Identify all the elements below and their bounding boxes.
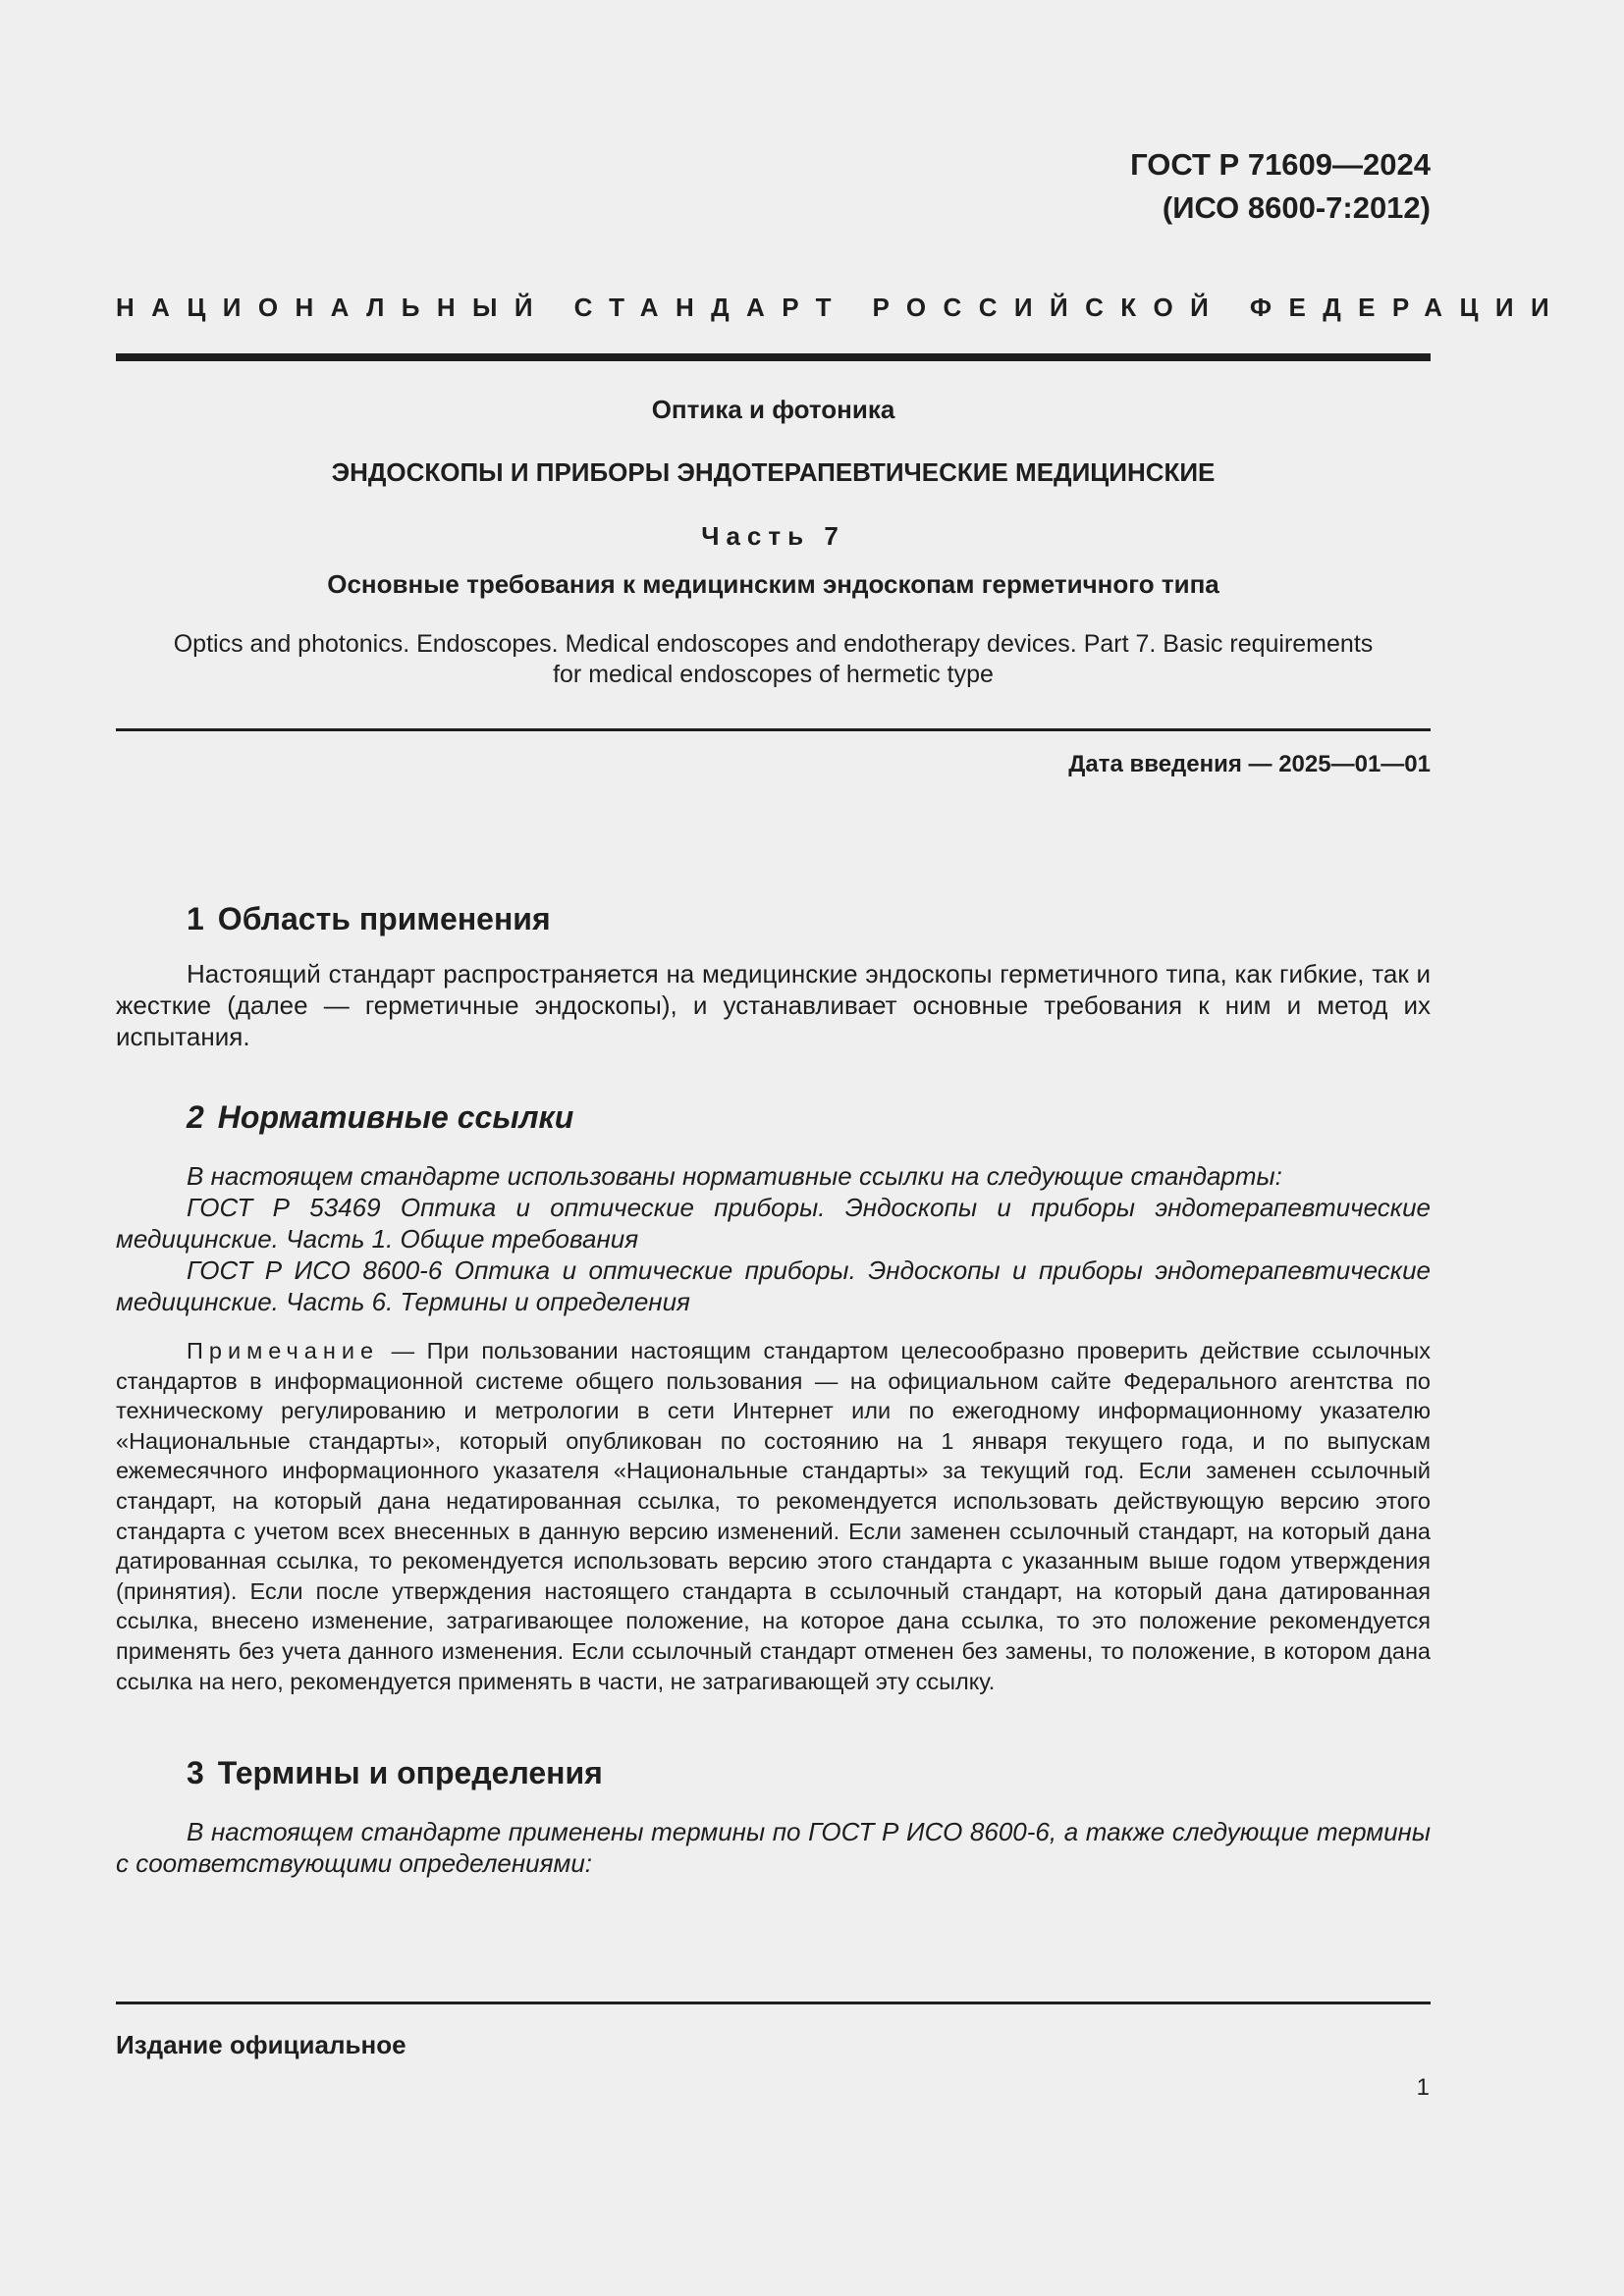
- note-text: — При пользовании настоящим стандартом целесообразно проверить действие ссылочных стандартов в информационной системе общего пользования — на официальном сайте Федерального агентства по техническому регулированию и метрологии в сети Интернет или по ежегодному информационному указателю «Национальные стандарты», который опубликован по состоянию на 1 января текущего года, и по выпускам ежемесячного информационного указателя «Национальные стандарты» за текущий год. Если заменен ссылочный стандарт, на который дана недатированная ссылка, то рекомендуется использовать действующую версию этого стандарта с учетом всех внесенных в данную версию изменений. Если заменен ссылочный стандарт, на который дана датированная ссылка, то рекомендуется использовать версию этого стандарта с указанным выше годом утверждения (принятия). Если после утверждения настоящего стандарта в ссылочный стандарт, на который дана датированная ссылка, внесено изменение, затрагивающее положение, на которое дана ссылка, то это положение рекомендуется применять без учета данного изменения. Если ссылочный стандарт отменен без замены, то положение, в котором дана ссылка на него, рекомендуется применять в части, не затрагивающей эту ссылку.: [116, 1338, 1431, 1694]
- section-2-body: [116, 1160, 1431, 1317]
- section-1-heading: [187, 899, 551, 938]
- title-main: ЭНДОСКОПЫ И ПРИБОРЫ ЭНДОТЕРАПЕВТИЧЕСКИЕ МЕДИЦИНСКИЕ: [331, 457, 1216, 487]
- standard-number: ГОСТ Р 71609—2024: [1130, 147, 1431, 182]
- section-2-note: [116, 1336, 1431, 1696]
- title-english: [116, 629, 1431, 690]
- section-1-paragraph: Настоящий стандарт распространяется на медицинские эндоскопы герметичного типа, как гибкие, так и жесткие (далее — герметичные эндоскопы), и устанавливает основные требования к ним и метод их испытания.: [116, 959, 1431, 1051]
- page-number: 1: [1416, 2074, 1430, 2101]
- section-1-body: [116, 958, 1431, 1052]
- section-2-intro: В настоящем стандарте использованы нормативные ссылки на следующие стандарты:: [187, 1161, 1282, 1191]
- thick-divider: [116, 353, 1431, 361]
- section-2-number: 2: [187, 1099, 204, 1135]
- section-3-title: Термины и определения: [217, 1755, 603, 1790]
- normative-reference-2: ГОСТ Р ИСО 8600-6 Оптика и оптические приборы. Эндоскопы и приборы эндотерапевтические медицинские. Часть 6. Термины и определения: [116, 1255, 1431, 1316]
- title-divider: [116, 728, 1431, 731]
- note-label: Примечание: [187, 1338, 380, 1363]
- standard-designation: [1130, 143, 1431, 230]
- title-english-line-1: Optics and photonics. Endoscopes. Medical endoscopes and endotherapy devices. Part 7. Basic requirements: [173, 630, 1374, 658]
- national-standard-banner: НАЦИОНАЛЬНЫЙ СТАНДАРТ РОССИЙСКОЙ ФЕДЕРАЦИИ: [116, 293, 1567, 322]
- section-1-number: 1: [187, 901, 204, 936]
- section-3-number: 3: [187, 1755, 204, 1790]
- title-subtitle: Основные требования к медицинским эндоскопам герметичного типа: [327, 569, 1219, 599]
- introduction-date: Дата введения — 2025—01—01: [1068, 751, 1431, 777]
- title-field: Оптика и фотоника: [651, 395, 895, 424]
- section-3-body: [116, 1816, 1431, 1879]
- normative-reference-1: ГОСТ Р 53469 Оптика и оптические приборы. Эндоскопы и приборы эндотерапевтические медицинские. Часть 1. Общие требования: [116, 1193, 1431, 1254]
- title-english-line-2: for medical endoscopes of hermetic type: [553, 661, 994, 688]
- section-2-title: Нормативные ссылки: [217, 1099, 574, 1135]
- title-part: Часть 7: [701, 521, 845, 551]
- section-3-paragraph: В настоящем стандарте применены термины по ГОСТ Р ИСО 8600-6, а также следующие термины с соответствующими определениями:: [116, 1817, 1431, 1878]
- official-edition-label: Издание официальное: [116, 2030, 406, 2059]
- section-3-heading: [187, 1753, 603, 1792]
- section-2-heading: [187, 1097, 573, 1137]
- footer-divider: [116, 2002, 1431, 2004]
- iso-number: (ИСО 8600-7:2012): [1162, 190, 1431, 225]
- section-1-title: Область применения: [217, 901, 551, 936]
